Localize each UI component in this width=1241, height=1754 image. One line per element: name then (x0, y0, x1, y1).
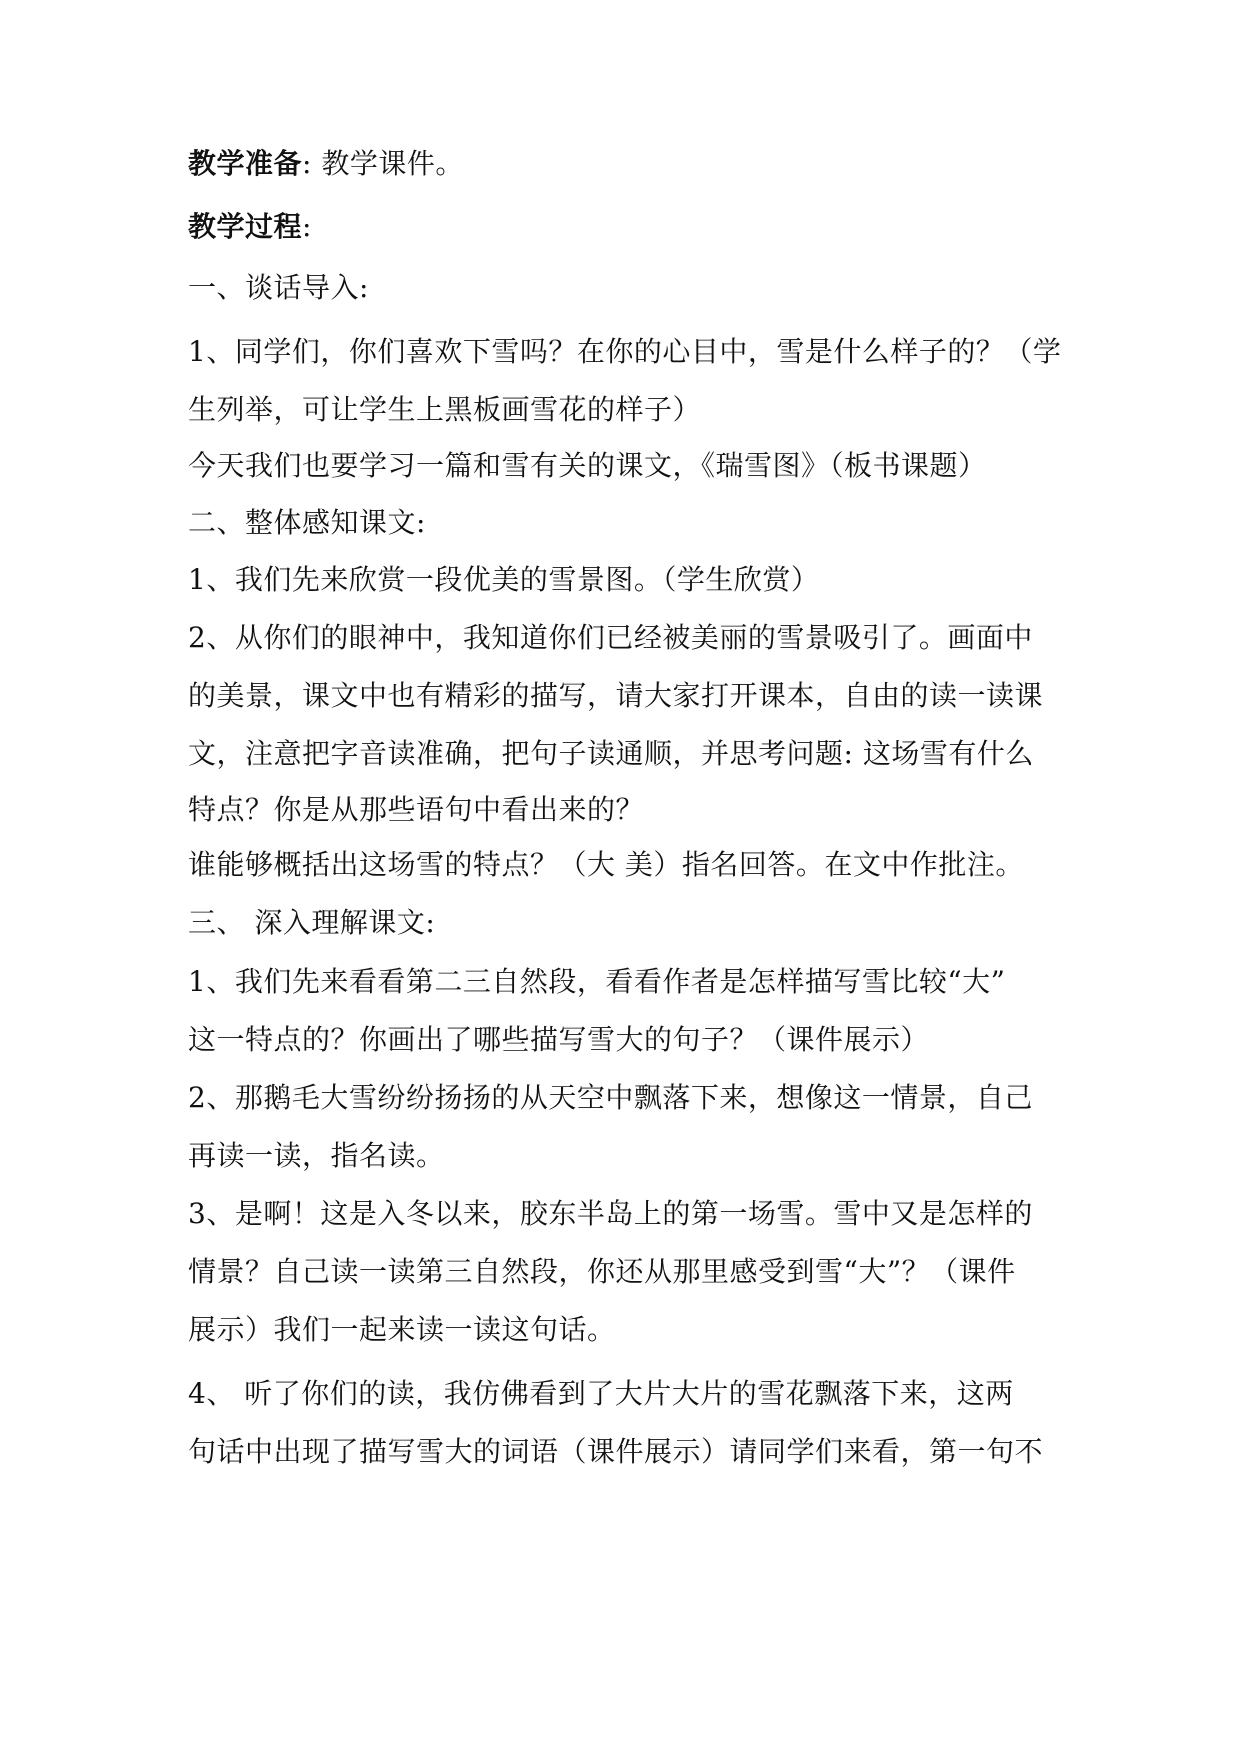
section-heading-overview: 二、整体感知课文: (188, 506, 426, 539)
teaching-process-line (188, 207, 1068, 247)
paragraph-line: 特点？你是从那些语句中看出来的？ (188, 793, 645, 826)
paragraph-line: 谁能够概括出这场雪的特点？（大 美）指名回答。在文中作批注。 (188, 848, 1024, 881)
teaching-process-heading: 教学过程 (188, 210, 303, 243)
paragraph-line: 4、 听了你们的读，我仿佛看到了大片大片的雪花飘落下来，这两 (188, 1377, 1014, 1410)
teaching-preparation-text: 教学课件。 (311, 147, 464, 180)
paragraph-line: 今天我们也要学习一篇和雪有关的课文，《瑞雪图》（板书课题） (188, 449, 987, 482)
paragraph-line: 1、同学们，你们喜欢下雪吗？在你的心目中，雪是什么样子的？（学 (188, 335, 1062, 368)
paragraph-line: 情景？自己读一读第三自然段，你还从那里感受到雪“大”？（课件 (188, 1255, 1016, 1288)
paragraph-line: 生列举，可让学生上黑板画雪花的样子） (188, 393, 702, 426)
paragraph-line: 再读一读，指名读。 (188, 1139, 445, 1172)
paragraph-line: 2、从你们的眼神中，我知道你们已经被美丽的雪景吸引了。画面中 (188, 621, 1033, 654)
colon: : (302, 210, 312, 243)
teaching-preparation-heading: 教学准备 (188, 147, 303, 180)
paragraph-line: 这一特点的？你画出了哪些描写雪大的句子？（课件展示） (188, 1023, 930, 1056)
paragraph-line: 文，注意把字音读准确，把句子读通顺，并思考问题: 这场雪有什么 (188, 737, 1034, 770)
teaching-preparation-line (188, 144, 1068, 184)
section-heading-deep-understanding: 三、 深入理解课文: (188, 906, 436, 939)
paragraph-line: 1、我们先来欣赏一段优美的雪景图。（学生欣赏） (188, 563, 820, 596)
paragraph-line: 1、我们先来看看第二三自然段，看看作者是怎样描写雪比较“大” (188, 965, 1006, 998)
colon: : (302, 147, 312, 180)
paragraph-line: 的美景，课文中也有精彩的描写，请大家打开课本，自由的读一读课 (188, 679, 1044, 712)
paragraph-line: 2、那鹅毛大雪纷纷扬扬的从天空中飘落下来，想像这一情景，自己 (188, 1081, 1033, 1114)
section-heading-intro: 一、谈话导入: (188, 271, 369, 304)
paragraph-line: 3、是啊！这是入冬以来，胶东半岛上的第一场雪。雪中又是怎样的 (188, 1197, 1033, 1230)
paragraph-line: 句话中出现了描写雪大的词语（课件展示）请同学们来看，第一句不 (188, 1435, 1044, 1468)
paragraph-line: 展示）我们一起来读一读这句话。 (188, 1313, 616, 1346)
